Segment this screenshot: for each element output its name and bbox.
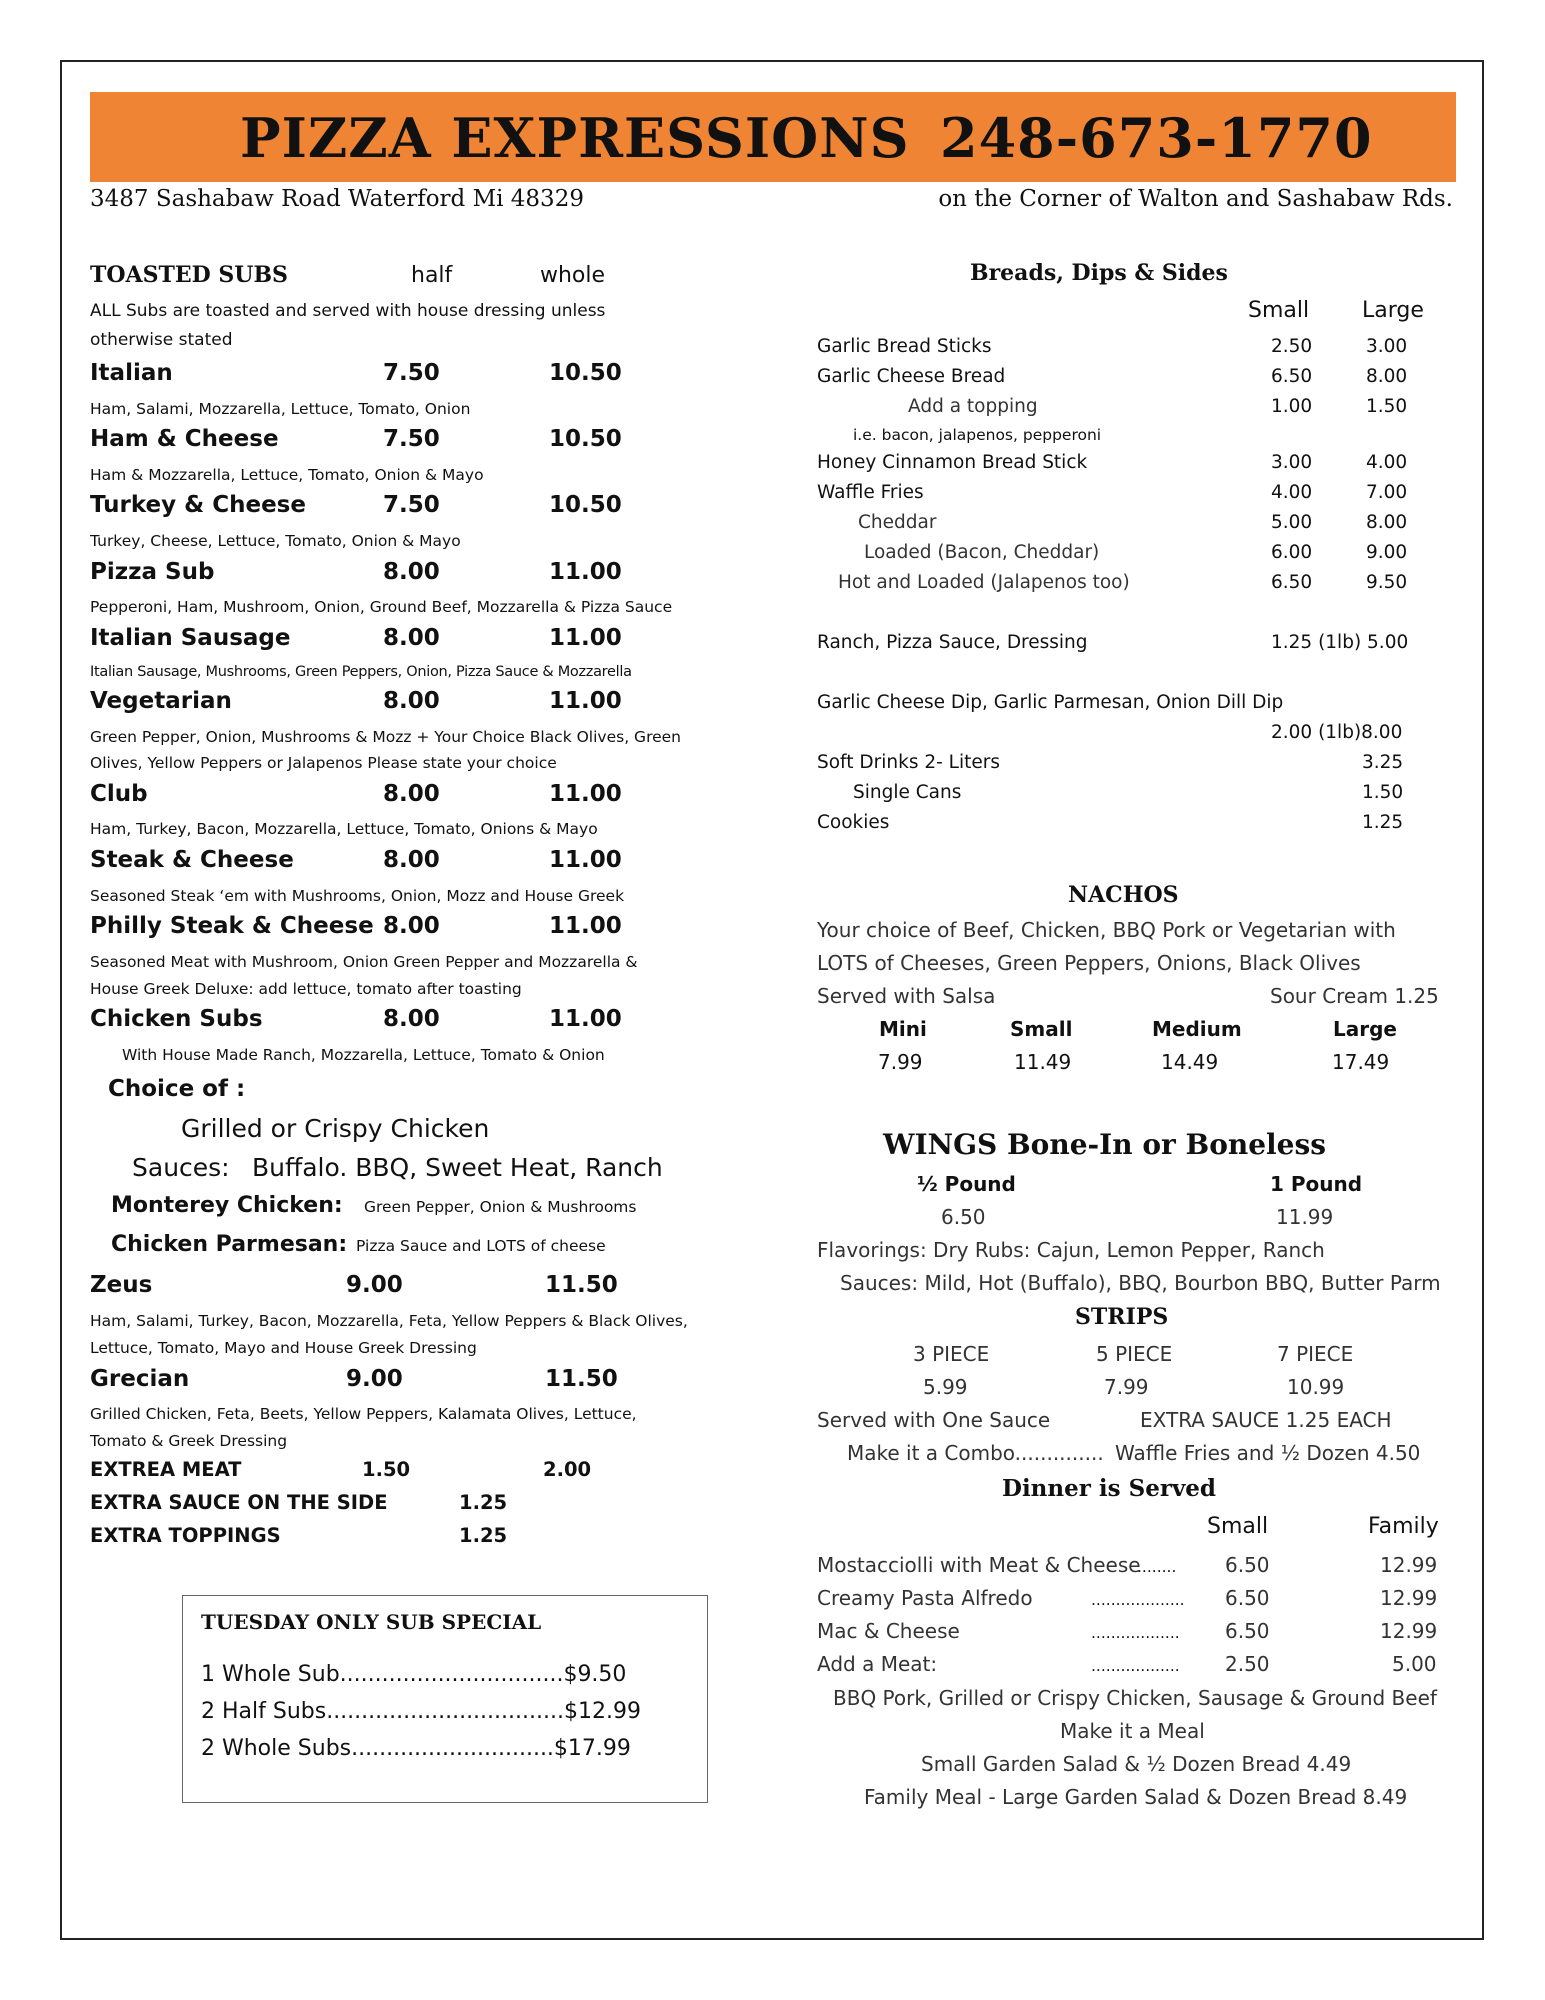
- extra-price: 1.25: [459, 1491, 508, 1514]
- parm-label: Chicken Parmesan:: [111, 1232, 348, 1257]
- special-line: 1 Whole Sub................................$9.50: [201, 1662, 627, 1687]
- item-price-whole: 11.00: [549, 625, 622, 651]
- bread-item-name: Garlic Bread Sticks: [817, 336, 992, 357]
- cookies-label: Cookies: [817, 812, 890, 833]
- strips-combo-desc: Waffle Fries and ½ Dozen 4.50: [1115, 1441, 1421, 1465]
- dinner-title: Dinner is Served: [1002, 1475, 1217, 1502]
- bread-item-name: Garlic Cheese Bread: [817, 366, 1006, 387]
- item-price-half: 8.00: [383, 625, 440, 651]
- nacho-price: 7.99: [878, 1050, 923, 1074]
- item-price-half: 8.00: [383, 688, 440, 714]
- bread-price-small: 6.00: [1271, 542, 1313, 563]
- wings-one-label: 1 Pound: [1270, 1172, 1363, 1196]
- item-price-whole: 11.00: [549, 781, 622, 807]
- nacho-size: Large: [1333, 1017, 1397, 1041]
- item-price-half: 8.00: [383, 847, 440, 873]
- dinner-price-family: 12.99: [1380, 1619, 1438, 1643]
- item-desc: Seasoned Meat with Mushroom, Onion Green Pepper and Mozzarella &: [90, 953, 638, 971]
- nachos-desc: LOTS of Cheeses, Green Peppers, Onions, Black Olives: [817, 951, 1361, 975]
- col-large: Large: [1362, 298, 1424, 323]
- strips-extra-sauce: EXTRA SAUCE 1.25 EACH: [1140, 1408, 1392, 1432]
- wings-flavorings: Flavorings: Dry Rubs: Cajun, Lemon Pepper, Ranch: [817, 1238, 1325, 1262]
- strips-title: STRIPS: [1075, 1304, 1169, 1330]
- choice-chicken: Grilled or Crispy Chicken: [181, 1114, 490, 1143]
- dinner-dots: ...................: [1091, 1591, 1185, 1609]
- strips-served: Served with One Sauce: [817, 1408, 1051, 1432]
- dinner-meats: BBQ Pork, Grilled or Crispy Chicken, Sausage & Ground Beef: [833, 1686, 1437, 1710]
- strips-price: 5.99: [923, 1375, 968, 1399]
- bread-price-large: 7.00: [1366, 482, 1408, 503]
- dinner-small-meal: Small Garden Salad & ½ Dozen Bread 4.49: [921, 1752, 1352, 1776]
- dip-label: Garlic Cheese Dip, Garlic Parmesan, Onion Dill Dip: [817, 692, 1284, 713]
- nachos-title: NACHOS: [1068, 882, 1179, 908]
- bread-item-name: Waffle Fries: [817, 482, 924, 503]
- drinks-label: Soft Drinks 2- Liters: [817, 752, 1000, 773]
- sauces-value: Buffalo. BBQ, Sweet Heat, Ranch: [252, 1153, 663, 1182]
- bread-item-note: i.e. bacon, jalapenos, pepperoni: [853, 426, 1102, 444]
- item-desc: Seasoned Steak ‘em with Mushrooms, Onion, Mozz and House Greek: [90, 887, 625, 905]
- cans-price: 1.50: [1362, 782, 1404, 803]
- dinner-price-small: 2.50: [1225, 1652, 1270, 1676]
- breads-title: Breads, Dips & Sides: [970, 260, 1228, 286]
- dinner-meal: Make it a Meal: [1060, 1719, 1205, 1743]
- bread-price-small: 5.00: [1271, 512, 1313, 533]
- bread-price-small: 3.00: [1271, 452, 1313, 473]
- item-price-half: 8.00: [383, 1006, 440, 1032]
- cookies-price: 1.25: [1362, 812, 1404, 833]
- bread-item-name: Loaded (Bacon, Cheddar): [864, 542, 1100, 563]
- bread-price-large: 9.50: [1366, 572, 1408, 593]
- strips-option: 5 PIECE: [1096, 1342, 1173, 1366]
- extra-label: EXTREA MEAT: [90, 1458, 242, 1481]
- item-price-half: 9.00: [346, 1272, 403, 1298]
- phone-number: 248-673-1770: [940, 106, 1373, 170]
- dinner-item-name: Creamy Pasta Alfredo: [817, 1586, 1033, 1610]
- col-small: Small: [1207, 1514, 1269, 1539]
- monterey-desc: Green Pepper, Onion & Mushrooms: [364, 1198, 637, 1216]
- item-desc: Ham, Salami, Mozzarella, Lettuce, Tomato, Onion: [90, 400, 471, 418]
- strips-combo: Make it a Combo..............: [847, 1441, 1104, 1465]
- location-note: on the Corner of Walton and Sashabaw Rds.: [938, 186, 1453, 212]
- restaurant-name: PIZZA EXPRESSIONS: [240, 106, 910, 170]
- item-price-half: 8.00: [383, 559, 440, 585]
- nachos-desc: Your choice of Beef, Chicken, BBQ Pork or Vegetarian with: [817, 918, 1396, 942]
- strips-option: 3 PIECE: [913, 1342, 990, 1366]
- item-desc: Tomato & Greek Dressing: [90, 1432, 288, 1450]
- dinner-family-meal: Family Meal - Large Garden Salad & Dozen Bread 8.49: [864, 1785, 1408, 1809]
- bread-price-small: 6.50: [1271, 572, 1313, 593]
- bread-item-name: Add a topping: [908, 396, 1038, 417]
- bread-price-small: 4.00: [1271, 482, 1313, 503]
- item-price-half: 9.00: [346, 1366, 403, 1392]
- extra-price-half: 1.50: [362, 1458, 411, 1481]
- bread-price-large: 1.50: [1366, 396, 1408, 417]
- dinner-price-small: 6.50: [1225, 1553, 1270, 1577]
- col-family: Family: [1368, 1514, 1439, 1539]
- sauces-label: Sauces:: [132, 1153, 230, 1182]
- item-price-whole: 11.50: [545, 1272, 618, 1298]
- subs-note: otherwise stated: [90, 330, 233, 350]
- bread-price-small: 1.00: [1271, 396, 1313, 417]
- strips-price: 7.99: [1104, 1375, 1149, 1399]
- nacho-price: 17.49: [1332, 1050, 1390, 1074]
- nacho-size: Mini: [879, 1017, 927, 1041]
- item-desc: Italian Sausage, Mushrooms, Green Peppers, Onion, Pizza Sauce & Mozzarella: [90, 664, 632, 680]
- item-price-whole: 11.50: [545, 1366, 618, 1392]
- item-price-half: 7.50: [383, 426, 440, 452]
- dinner-dots: ..................: [1091, 1624, 1180, 1642]
- dinner-item-name: Mac & Cheese: [817, 1619, 960, 1643]
- item-price-whole: 11.00: [549, 559, 622, 585]
- special-title: TUESDAY ONLY SUB SPECIAL: [201, 1610, 542, 1634]
- item-name: Italian: [90, 360, 173, 386]
- dinner-price-family: 12.99: [1380, 1586, 1438, 1610]
- item-desc: Ham, Salami, Turkey, Bacon, Mozzarella, Feta, Yellow Peppers & Black Olives,: [90, 1312, 688, 1330]
- bread-item-name: Cheddar: [858, 512, 937, 533]
- item-desc: Pepperoni, Ham, Mushroom, Onion, Ground Beef, Mozzarella & Pizza Sauce: [90, 598, 673, 616]
- choice-label: Choice of :: [108, 1076, 246, 1102]
- item-price-whole: 11.00: [549, 847, 622, 873]
- wings-half-price: 6.50: [941, 1205, 986, 1229]
- item-name: Philly Steak & Cheese: [90, 913, 374, 939]
- bread-item-name: Hot and Loaded (Jalapenos too): [838, 572, 1130, 593]
- dinner-dots: ..................: [1091, 1657, 1180, 1675]
- strips-option: 7 PIECE: [1277, 1342, 1354, 1366]
- item-desc: Ham & Mozzarella, Lettuce, Tomato, Onion & Mayo: [90, 466, 484, 484]
- cans-label: Single Cans: [853, 782, 962, 803]
- dinner-item-name: Add a Meat:: [817, 1652, 938, 1676]
- item-desc: With House Made Ranch, Mozzarella, Lettuce, Tomato & Onion: [122, 1046, 605, 1064]
- wings-sauces: Sauces: Mild, Hot (Buffalo), BBQ, Bourbon BBQ, Butter Parm: [840, 1271, 1441, 1295]
- col-small: Small: [1248, 298, 1310, 323]
- special-line: 2 Half Subs..................................$12.99: [201, 1699, 641, 1724]
- item-desc: Ham, Turkey, Bacon, Mozzarella, Lettuce, Tomato, Onions & Mayo: [90, 820, 598, 838]
- item-price-whole: 11.00: [549, 913, 622, 939]
- subs-title: TOASTED SUBS: [90, 262, 288, 288]
- wings-one-price: 11.99: [1276, 1205, 1334, 1229]
- bread-price-large: 4.00: [1366, 452, 1408, 473]
- item-price-half: 7.50: [383, 492, 440, 518]
- item-price-half: 8.00: [383, 781, 440, 807]
- bread-price-large: 8.00: [1366, 366, 1408, 387]
- strips-price: 10.99: [1287, 1375, 1345, 1399]
- item-desc: Olives, Yellow Peppers or Jalapenos Please state your choice: [90, 754, 557, 772]
- item-desc: Turkey, Cheese, Lettuce, Tomato, Onion & Mayo: [90, 532, 461, 550]
- nacho-size: Medium: [1152, 1017, 1242, 1041]
- item-name: Zeus: [90, 1272, 153, 1298]
- dinner-dots: ........: [1137, 1558, 1177, 1576]
- extra-label: EXTRA SAUCE ON THE SIDE: [90, 1491, 388, 1514]
- bread-price-small: 2.50: [1271, 336, 1313, 357]
- nacho-price: 14.49: [1161, 1050, 1219, 1074]
- dinner-price-small: 6.50: [1225, 1586, 1270, 1610]
- dinner-price-small: 6.50: [1225, 1619, 1270, 1643]
- dinner-item-name: Mostacciolli with Meat & Cheese: [817, 1553, 1141, 1577]
- extra-price: 1.25: [459, 1524, 508, 1547]
- nacho-size: Small: [1010, 1017, 1073, 1041]
- parm-desc: Pizza Sauce and LOTS of cheese: [356, 1237, 606, 1255]
- extra-label: EXTRA TOPPINGS: [90, 1524, 281, 1547]
- col-half: half: [411, 263, 453, 288]
- wings-title: WINGS Bone-In or Boneless: [883, 1128, 1327, 1161]
- item-name: Ham & Cheese: [90, 426, 279, 452]
- item-price-whole: 11.00: [549, 1006, 622, 1032]
- monterey-label: Monterey Chicken:: [111, 1193, 343, 1218]
- ranch-label: Ranch, Pizza Sauce, Dressing: [817, 632, 1088, 653]
- item-name: Chicken Subs: [90, 1006, 263, 1032]
- sour-cream: Sour Cream 1.25: [1270, 984, 1439, 1008]
- special-line: 2 Whole Subs.............................$17.99: [201, 1736, 631, 1761]
- item-name: Vegetarian: [90, 688, 232, 714]
- item-name: Turkey & Cheese: [90, 492, 306, 518]
- item-price-whole: 10.50: [549, 360, 622, 386]
- item-price-half: 8.00: [383, 913, 440, 939]
- item-price-half: 7.50: [383, 360, 440, 386]
- ranch-price: 1.25 (1lb) 5.00: [1271, 632, 1409, 653]
- extra-price-whole: 2.00: [543, 1458, 592, 1481]
- nachos-desc: Served with Salsa: [817, 984, 996, 1008]
- item-name: Italian Sausage: [90, 625, 291, 651]
- item-desc: Grilled Chicken, Feta, Beets, Yellow Peppers, Kalamata Olives, Lettuce,: [90, 1405, 637, 1423]
- subs-note: ALL Subs are toasted and served with house dressing unless: [90, 301, 606, 321]
- item-name: Grecian: [90, 1366, 190, 1392]
- item-price-whole: 10.50: [549, 492, 622, 518]
- item-price-whole: 11.00: [549, 688, 622, 714]
- item-price-whole: 10.50: [549, 426, 622, 452]
- item-name: Club: [90, 781, 148, 807]
- item-name: Steak & Cheese: [90, 847, 294, 873]
- address: 3487 Sashabaw Road Waterford Mi 48329: [90, 186, 584, 212]
- drinks-price: 3.25: [1362, 752, 1404, 773]
- bread-price-large: 3.00: [1366, 336, 1408, 357]
- item-desc: Lettuce, Tomato, Mayo and House Greek Dressing: [90, 1339, 477, 1357]
- item-desc: Green Pepper, Onion, Mushrooms & Mozz + Your Choice Black Olives, Green: [90, 728, 681, 746]
- dinner-price-family: 12.99: [1380, 1553, 1438, 1577]
- bread-price-large: 9.00: [1366, 542, 1408, 563]
- bread-price-small: 6.50: [1271, 366, 1313, 387]
- wings-half-label: ½ Pound: [917, 1172, 1016, 1196]
- dinner-price-family: 5.00: [1392, 1652, 1437, 1676]
- item-desc: House Greek Deluxe: add lettuce, tomato after toasting: [90, 980, 522, 998]
- bread-item-name: Honey Cinnamon Bread Stick: [817, 452, 1088, 473]
- dip-price: 2.00 (1lb)8.00: [1271, 722, 1403, 743]
- nacho-price: 11.49: [1014, 1050, 1072, 1074]
- item-name: Pizza Sub: [90, 559, 215, 585]
- bread-price-large: 8.00: [1366, 512, 1408, 533]
- col-whole: whole: [540, 263, 606, 288]
